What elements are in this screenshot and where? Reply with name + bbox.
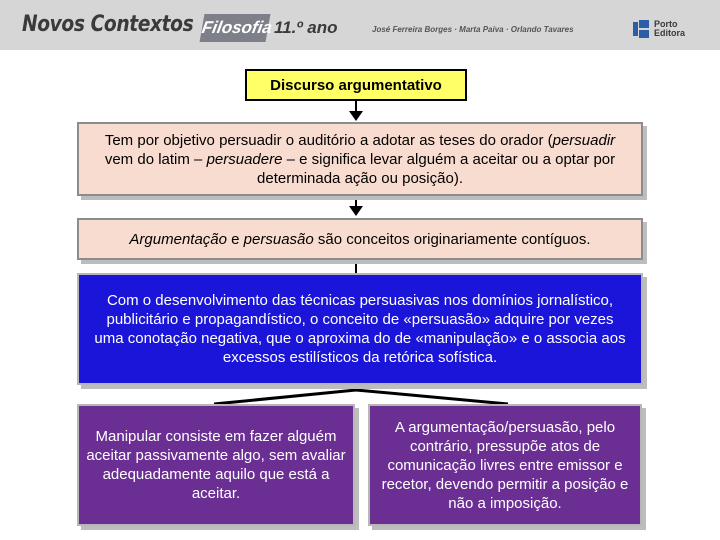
- concepts-rest: são conceitos originariamente contíguos.: [313, 230, 591, 248]
- arrow-head-2: [349, 206, 363, 216]
- concepts-text: [129, 230, 590, 249]
- brand-title: Novos Contextos: [22, 12, 194, 37]
- grade-label: 11.º ano: [274, 18, 338, 37]
- branch-connector: [214, 390, 508, 404]
- arrow-head-1: [349, 111, 363, 121]
- definition-term-1: persuadir: [552, 131, 616, 149]
- concepts-term-2: persuasão: [243, 230, 314, 248]
- definition-part-1: Tem por objetivo persuadir o auditório a adotar as teses do orador (: [104, 131, 553, 149]
- publisher-line-2: Editora: [654, 28, 686, 38]
- manipulation-box: [77, 404, 355, 526]
- concepts-mid: e: [226, 230, 244, 248]
- concepts-box: [77, 218, 643, 260]
- development-text: Com o desenvolvimento das técnicas persuasivas nos domínios jornalístico, publicitário e propagandístico, o conceito de «persuasão» adquire por vezes uma conotação negativa, que o aproxima do de «manipulação» e o associa aos excessos estilísticos da retórica sofística.: [94, 292, 626, 366]
- definition-part-2: vem do latim –: [104, 150, 207, 168]
- definition-box: [77, 122, 643, 196]
- definition-term-2: persuadere: [206, 150, 283, 168]
- definition-text: [89, 131, 631, 188]
- diagram-title: Discurso argumentativo: [245, 69, 467, 101]
- concepts-term-1: Argumentação: [129, 230, 227, 248]
- development-box: [77, 273, 643, 385]
- authors-label: José Ferreira Borges · Marta Paiva · Orlando Tavares: [372, 25, 574, 34]
- definition-part-3: – e significa levar alguém a aceitar ou a optar por determinada ação ou posição).: [257, 150, 616, 187]
- subject-badge: Filosofia: [200, 14, 271, 42]
- publisher-line-1: Porto: [654, 19, 678, 29]
- manipulation-text: Manipular consiste em fazer alguém aceitar passivamente algo, sem avaliar adequadamente aquilo que está a aceitar.: [86, 428, 346, 502]
- argumentation-box: [368, 404, 642, 526]
- argumentation-text: A argumentação/persuasão, pelo contrário, pressupõe atos de comunicação livres entre emissor e recetor, devendo permitir a posição e não a imposição.: [381, 418, 629, 512]
